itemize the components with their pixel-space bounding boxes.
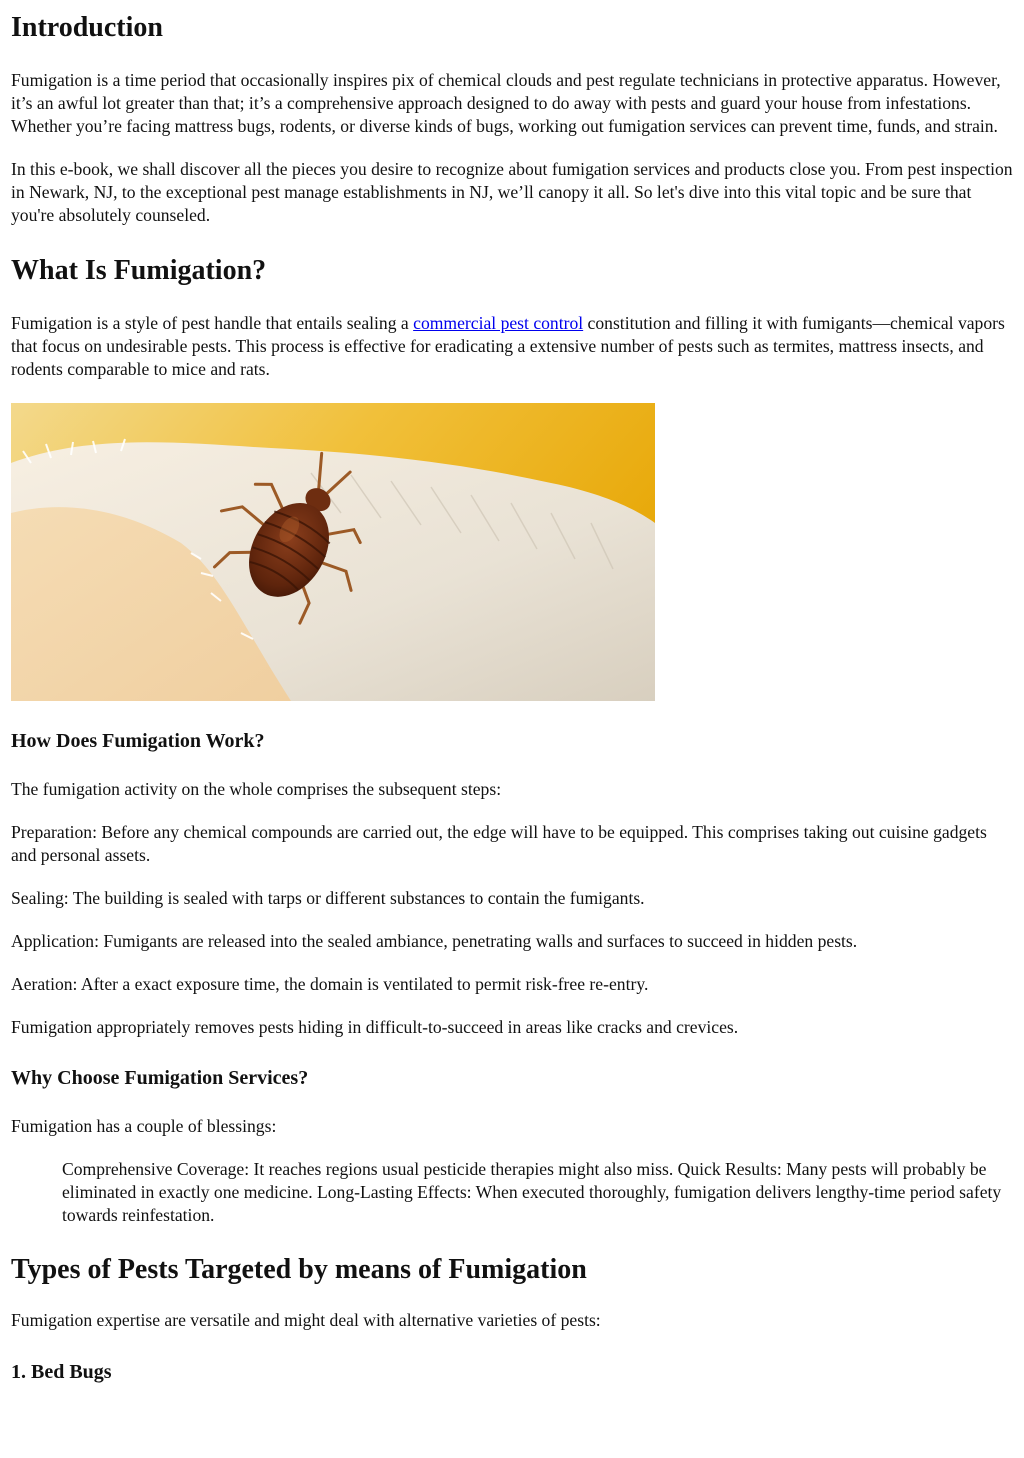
how-step-sealing: Sealing: The building is sealed with tarps or different substances to contain the fumigants. [11, 888, 645, 908]
heading-types-of-pests: Types of Pests Targeted by means of Fumigation [11, 1254, 587, 1285]
benefits-blockquote: Comprehensive Coverage: It reaches regions usual pesticide therapies might also miss. Quick Results: Many pests will probably be eliminated in exactly one medicine. Long-Lasting Effects: When executed thoroughly, fumigation delivers lengthy-time period safety towards reinfestation. [62, 1159, 1002, 1225]
heading-how-fumigation-works: How Does Fumigation Work? [11, 730, 265, 752]
heading-introduction: Introduction [11, 12, 163, 43]
heading-why-choose-fumigation: Why Choose Fumigation Services? [11, 1067, 309, 1089]
what-text-after-link: constitution and filling it with fumigants—chemical vapors that focus on undesirable pests. This process is effective for eradicating a extensive number of pests such as termites, mattress insects, and rodents comparable to mice and rats. [11, 313, 1005, 379]
why-paragraph-1: Fumigation has a couple of blessings: [11, 1116, 277, 1136]
bed-bug-photo [11, 403, 655, 701]
how-step-application: Application: Fumigants are released into the sealed ambiance, penetrating walls and surfaces to succeed in hidden pests. [11, 931, 858, 951]
how-step-aeration: Aeration: After a exact exposure time, the domain is ventilated to permit risk-free re-entry. [11, 974, 649, 994]
heading-bed-bugs: 1. Bed Bugs [11, 1361, 112, 1383]
what-text-before-link: Fumigation is a style of pest handle that entails sealing a [11, 313, 414, 333]
what-paragraph-1 [11, 312, 1013, 381]
how-step-preparation: Preparation: Before any chemical compounds are carried out, the edge will have to be equipped. This comprises taking out cuisine gadgets and personal assets. [11, 822, 987, 865]
how-paragraph-summary: Fumigation appropriately removes pests hiding in difficult-to-succeed in areas like cracks and crevices. [11, 1017, 739, 1037]
heading-what-is-fumigation: What Is Fumigation? [11, 255, 267, 286]
commercial-pest-control-link[interactable]: commercial pest control [413, 313, 584, 333]
article [0, 12, 1024, 1384]
intro-paragraph-2: In this e-book, we shall discover all the pieces you desire to recognize about fumigation services and products close you. From pest inspection in Newark, NJ, to the exceptional pest manage establishments in NJ, we’ll canopy it all. So let's dive into this vital topic and be sure that you're absolutely counseled. [11, 159, 1013, 225]
types-paragraph-1: Fumigation expertise are versatile and might deal with alternative varieties of pests: [11, 1310, 601, 1330]
how-paragraph-1: The fumigation activity on the whole comprises the subsequent steps: [11, 779, 502, 799]
intro-paragraph-1: Fumigation is a time period that occasionally inspires pix of chemical clouds and pest regulate technicians in protective apparatus. However, it’s an awful lot greater than that; it’s a comprehensive approach designed to do away with pests and guard your house from infestations. Whether you’re facing mattress bugs, rodents, or diverse kinds of bugs, working out fumigation services can prevent time, funds, and strain. [11, 70, 1001, 136]
